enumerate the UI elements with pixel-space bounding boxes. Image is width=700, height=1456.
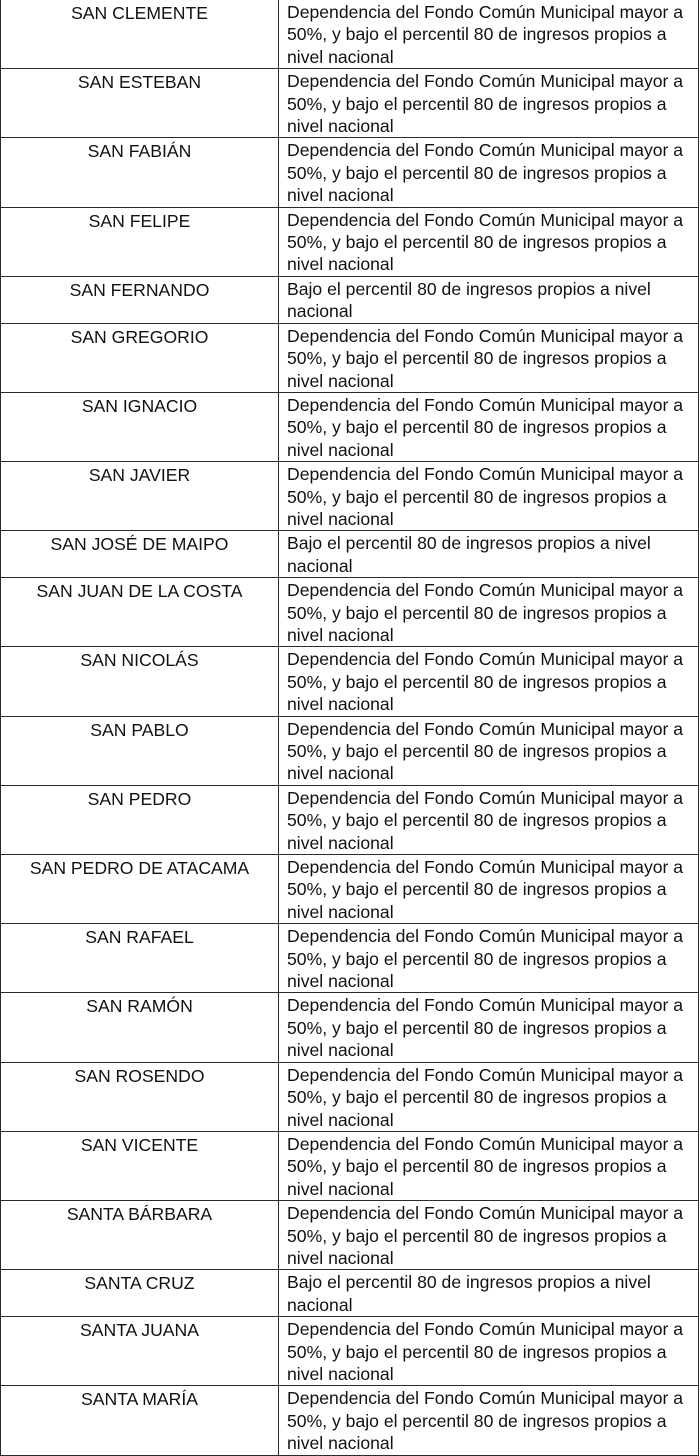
- criterion-text: Dependencia del Fondo Común Municipal mayor a 50%, y bajo el percentil 80 de ingresos propios a nivel nacional: [287, 394, 684, 460]
- municipality-name-cell: [1, 785, 279, 854]
- table-row: [1, 392, 699, 461]
- table-row: [1, 462, 699, 531]
- table-row: [1, 1201, 699, 1270]
- municipality-name: SAN IGNACIO: [81, 395, 198, 416]
- criterion-cell: [279, 1201, 699, 1270]
- criterion-cell: [279, 462, 699, 531]
- table-row: [1, 323, 699, 392]
- criterion-text: Dependencia del Fondo Común Municipal mayor a 50%, y bajo el percentil 80 de ingresos propios a nivel nacional: [287, 71, 684, 137]
- municipality-name: SAN VICENTE: [80, 1134, 199, 1155]
- municipality-name-cell: [1, 392, 279, 461]
- municipality-name: SANTA CRUZ: [84, 1273, 195, 1294]
- municipality-name: SAN FERNANDO: [69, 279, 210, 300]
- municipality-name: SANTA JUANA: [80, 1320, 199, 1341]
- municipality-name-cell: [1, 276, 279, 323]
- municipality-name-cell: [1, 1386, 279, 1455]
- municipality-name: SAN JUAN DE LA COSTA: [36, 581, 243, 602]
- criterion-cell: [279, 1062, 699, 1131]
- municipality-name: SAN PABLO: [90, 719, 189, 740]
- table-row: [1, 1317, 699, 1386]
- criterion-text: Dependencia del Fondo Común Municipal mayor a 50%, y bajo el percentil 80 de ingresos propios a nivel nacional: [287, 995, 684, 1061]
- municipality-name-cell: [1, 69, 279, 138]
- municipality-name: SAN JOSÉ DE MAIPO: [50, 534, 229, 555]
- criterion-text: Dependencia del Fondo Común Municipal mayor a 50%, y bajo el percentil 80 de ingresos propios a nivel nacional: [287, 718, 684, 784]
- criterion-text: Dependencia del Fondo Común Municipal mayor a 50%, y bajo el percentil 80 de ingresos propios a nivel nacional: [287, 580, 684, 645]
- criterion-cell: [279, 924, 699, 993]
- criterion-text: Dependencia del Fondo Común Municipal mayor a 50%, y bajo el percentil 80 de ingresos propios a nivel nacional: [287, 1203, 684, 1268]
- municipality-name-cell: [1, 1270, 279, 1317]
- municipality-name-cell: [1, 647, 279, 716]
- municipality-name-cell: [1, 462, 279, 531]
- table-row: [1, 785, 699, 854]
- criterion-text: Dependencia del Fondo Común Municipal mayor a 50%, y bajo el percentil 80 de ingresos propios a nivel nacional: [287, 2, 684, 67]
- table-row: [1, 1131, 699, 1200]
- municipality-name: SAN ROSENDO: [74, 1065, 205, 1086]
- table-row: [1, 531, 699, 578]
- criterion-text: Bajo el percentil 80 de ingresos propios a nivel nacional: [287, 1272, 651, 1315]
- criterion-cell: [279, 531, 699, 578]
- municipality-name: SAN RAFAEL: [85, 927, 194, 948]
- criterion-text: Dependencia del Fondo Común Municipal mayor a 50%, y bajo el percentil 80 de ingresos propios a nivel nacional: [287, 1319, 684, 1384]
- table-row: [1, 855, 699, 924]
- table-row: [1, 69, 699, 138]
- criterion-cell: [279, 69, 699, 138]
- table-row: [1, 993, 699, 1062]
- criterion-text: Dependencia del Fondo Común Municipal mayor a 50%, y bajo el percentil 80 de ingresos propios a nivel nacional: [287, 209, 684, 275]
- criterion-cell: [279, 1317, 699, 1386]
- municipality-name-cell: [1, 578, 279, 647]
- criterion-text: Dependencia del Fondo Común Municipal mayor a 50%, y bajo el percentil 80 de ingresos propios a nivel nacional: [287, 857, 684, 922]
- municipality-name: SAN RAMÓN: [86, 996, 193, 1017]
- criterion-text: Dependencia del Fondo Común Municipal mayor a 50%, y bajo el percentil 80 de ingresos propios a nivel nacional: [287, 926, 684, 992]
- criterion-cell: [279, 1131, 699, 1200]
- municipality-name-cell: [1, 531, 279, 578]
- criterion-cell: [279, 716, 699, 785]
- municipality-name: SAN ESTEBAN: [77, 72, 202, 93]
- criterion-cell: [279, 323, 699, 392]
- criterion-cell: [279, 855, 699, 924]
- municipality-name-cell: [1, 323, 279, 392]
- criterion-cell: [279, 1386, 699, 1455]
- criterion-cell: [279, 785, 699, 854]
- municipality-name: SAN PEDRO DE ATACAMA: [29, 858, 250, 879]
- criterion-text: Dependencia del Fondo Común Municipal mayor a 50%, y bajo el percentil 80 de ingresos propios a nivel nacional: [287, 1388, 684, 1454]
- municipality-name-cell: [1, 1201, 279, 1270]
- table-row: [1, 207, 699, 276]
- criterion-text: Dependencia del Fondo Común Municipal mayor a 50%, y bajo el percentil 80 de ingresos propios a nivel nacional: [287, 787, 684, 853]
- municipality-name: SAN JAVIER: [88, 465, 191, 486]
- table-row: [1, 1386, 699, 1455]
- criterion-cell: [279, 1270, 699, 1317]
- municipality-name-cell: [1, 0, 279, 69]
- criterion-cell: [279, 647, 699, 716]
- municipality-name-cell: [1, 993, 279, 1062]
- municipality-name-cell: [1, 855, 279, 924]
- municipality-name-cell: [1, 924, 279, 993]
- municipality-name-cell: [1, 1131, 279, 1200]
- criterion-text: Dependencia del Fondo Común Municipal mayor a 50%, y bajo el percentil 80 de ingresos propios a nivel nacional: [287, 649, 684, 715]
- table-row: [1, 0, 699, 69]
- table-row: [1, 716, 699, 785]
- municipality-name: SAN PEDRO: [87, 788, 192, 809]
- table-row: [1, 924, 699, 993]
- criterion-cell: [279, 392, 699, 461]
- municipality-name: SAN CLEMENTE: [71, 3, 208, 23]
- municipality-name-cell: [1, 716, 279, 785]
- municipality-name-cell: [1, 207, 279, 276]
- criterion-text: Dependencia del Fondo Común Municipal mayor a 50%, y bajo el percentil 80 de ingresos propios a nivel nacional: [287, 1133, 684, 1199]
- criterion-text: Bajo el percentil 80 de ingresos propios a nivel nacional: [287, 278, 651, 322]
- criterion-text: Dependencia del Fondo Común Municipal mayor a 50%, y bajo el percentil 80 de ingresos propios a nivel nacional: [287, 140, 684, 206]
- municipality-name: SAN FELIPE: [88, 210, 191, 231]
- criterion-text: Dependencia del Fondo Común Municipal mayor a 50%, y bajo el percentil 80 de ingresos propios a nivel nacional: [287, 1064, 684, 1130]
- table-row: [1, 276, 699, 323]
- criterion-cell: [279, 993, 699, 1062]
- table-row: [1, 1270, 699, 1317]
- municipality-name-cell: [1, 1317, 279, 1386]
- municipality-name: SANTA BÁRBARA: [66, 1204, 213, 1225]
- municipality-name: SAN NICOLÁS: [80, 650, 199, 671]
- municipality-name-cell: [1, 1062, 279, 1131]
- criterion-cell: [279, 276, 699, 323]
- criterion-cell: [279, 0, 699, 69]
- municipality-name: SAN FABIÁN: [87, 141, 192, 162]
- municipality-name: SANTA MARÍA: [81, 1389, 198, 1410]
- criterion-cell: [279, 578, 699, 647]
- municipality-name: SAN GREGORIO: [70, 326, 209, 347]
- table-row: [1, 138, 699, 207]
- criterion-text: Bajo el percentil 80 de ingresos propios a nivel nacional: [287, 533, 651, 576]
- table-row: [1, 647, 699, 716]
- table-row: [1, 578, 699, 647]
- municipality-name-cell: [1, 138, 279, 207]
- criterion-cell: [279, 138, 699, 207]
- criterion-cell: [279, 207, 699, 276]
- criterion-text: Dependencia del Fondo Común Municipal mayor a 50%, y bajo el percentil 80 de ingresos propios a nivel nacional: [287, 464, 684, 529]
- criterion-text: Dependencia del Fondo Común Municipal mayor a 50%, y bajo el percentil 80 de ingresos propios a nivel nacional: [287, 325, 684, 391]
- table-row: [1, 1062, 699, 1131]
